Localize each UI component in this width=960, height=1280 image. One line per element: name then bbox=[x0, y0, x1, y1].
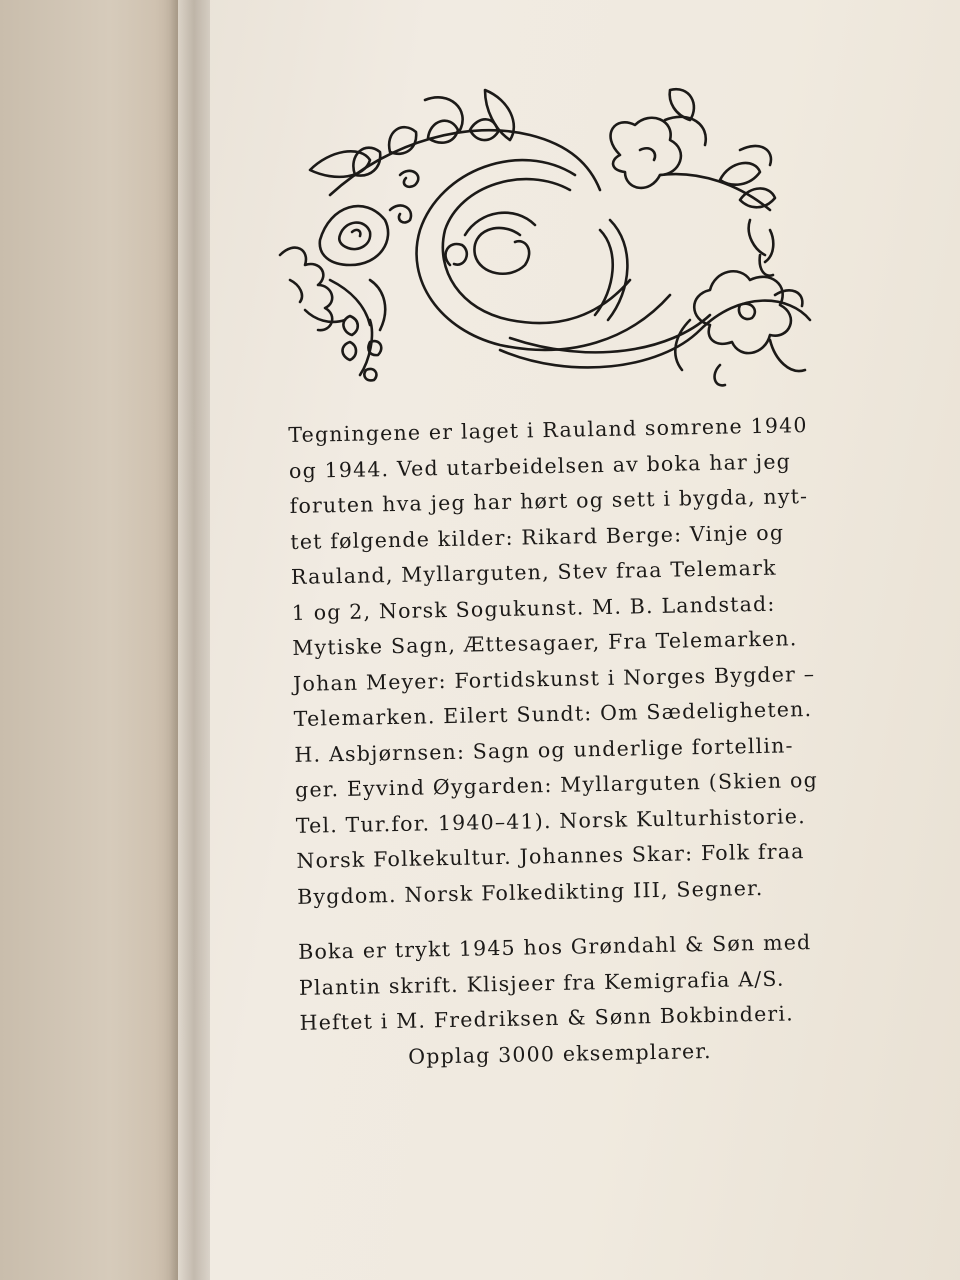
colophon-line: foruten hva jeg har hørt og sett i bygda, nyt- bbox=[289, 484, 809, 518]
colophon-line: Johan Meyer: Fortidskunst i Norges Bygder – bbox=[292, 661, 816, 696]
colophon-line: tet følgende kilder: Rikard Berge: Vinje og bbox=[290, 519, 785, 554]
colophon-line: Rauland, Myllarguten, Stev fraa Telemark bbox=[290, 555, 777, 589]
colophon-line: Norsk Folkekultur. Johannes Skar: Folk fraa bbox=[296, 839, 805, 873]
colophon-line: Telemarken. Eilert Sundt: Om Sædeligheten. bbox=[293, 696, 813, 731]
colophon-line: og 1944. Ved utarbeidelsen av boka har jeg bbox=[288, 448, 792, 483]
colophon-line: Mytiske Sagn, Ættesagaer, Fra Telemarken. bbox=[292, 626, 798, 660]
colophon-line: Bygdom. Norsk Folkedikting III, Segner. bbox=[296, 875, 764, 909]
colophon-line: Tegningene er laget i Rauland somrene 1940 bbox=[288, 413, 808, 447]
printing-line: Heftet i M. Fredriksen & Sønn Bokbinderi. bbox=[299, 1001, 795, 1035]
printing-line: Plantin skrift. Klisjeer fra Kemigrafia A/S. bbox=[298, 966, 785, 1000]
print-run: Opplag 3000 eksemplarer. bbox=[408, 1038, 712, 1069]
gutter-shadow bbox=[170, 0, 210, 1280]
printing-line: Boka er trykt 1945 hos Grøndahl & Søn med bbox=[298, 930, 812, 964]
colophon-line: H. Asbjørnsen: Sagn og underlige fortellin- bbox=[294, 732, 794, 767]
colophon-text bbox=[288, 407, 861, 1077]
floral-ornament-icon bbox=[270, 80, 815, 390]
colophon-line: 1 og 2, Norsk Sogukunst. M. B. Landstad: bbox=[291, 591, 776, 625]
colophon-line: Tel. Tur.for. 1940–41). Norsk Kulturhistorie. bbox=[295, 803, 807, 838]
colophon-line: ger. Eyvind Øygarden: Myllarguten (Skien og bbox=[294, 767, 819, 802]
